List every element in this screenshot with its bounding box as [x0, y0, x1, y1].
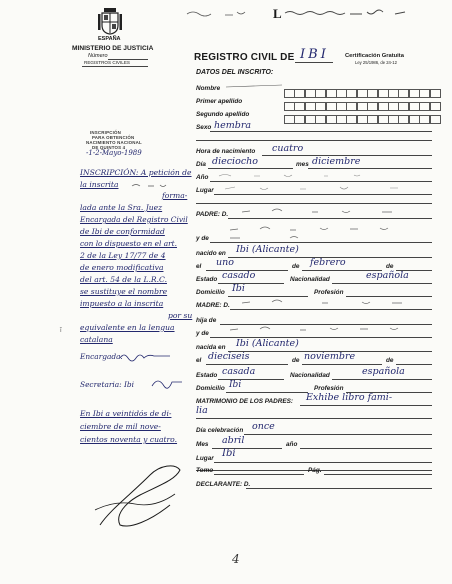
label-pag: Pág.: [308, 467, 322, 474]
label-dia-celebracion: Día celebración: [196, 427, 244, 434]
value-mes: diciembre: [312, 156, 361, 167]
coat-of-arms-icon: [95, 6, 125, 36]
label-padre-y-de: y de: [196, 235, 209, 242]
registry-place: IBI: [300, 47, 329, 62]
label-padre-de-2: de: [386, 263, 394, 270]
margin-note-18: En Ibi a veintidós de di-: [80, 409, 172, 418]
label-madre-de-1: de: [292, 357, 300, 364]
madre-parents-redacted: [210, 322, 430, 336]
margin-note-15: catalana: [80, 335, 113, 344]
label-madre-profesion: Profesión: [314, 385, 344, 392]
encargada-signature: [118, 350, 178, 362]
value-lugar-matrimonio: Ibi: [222, 448, 236, 459]
margin-faint-handwriting: [130, 180, 190, 190]
value-madre-nacida-en: Ibi (Alicante): [236, 338, 299, 349]
label-madre: MADRE: D.: [196, 302, 230, 309]
label-mes-matrimonio: Mes: [196, 441, 209, 448]
segundo-apellido-boxes: [284, 111, 440, 129]
value-padre-estado: casado: [222, 270, 256, 281]
value-madre-el: dieciseis: [208, 351, 250, 362]
nombre-redacted: [224, 81, 284, 91]
value-padre-el: uno: [216, 257, 234, 268]
stamp-line-2: PARA OBTENCIÓN: [92, 135, 135, 140]
label-madre-nacionalidad: Nacionalidad: [290, 372, 330, 379]
registries-label: REGISTROS CIVILES: [84, 60, 130, 65]
country-label: ESPAÑA: [98, 36, 121, 42]
label-padre-domicilio: Domicilio: [196, 289, 225, 296]
margin-note-4: lada ante la Sra. Juez: [80, 203, 163, 212]
label-mes: mes: [296, 161, 309, 168]
margin-marker: ĩ: [60, 328, 62, 334]
label-lugar: Lugar: [196, 187, 214, 194]
margin-note-13: por su: [168, 311, 193, 320]
madre-redacted: [232, 296, 432, 308]
value-dia: dieciocho: [212, 156, 258, 167]
ministry-label: MINISTERIO DE JUSTICIA: [72, 45, 154, 52]
margin-note-11: se sustituye el nombre: [80, 287, 168, 296]
label-tomo: Tomo: [196, 467, 214, 474]
margin-note-8: 2 de la Ley 17/77 de 4: [80, 251, 166, 260]
label-nombre: Nombre: [196, 85, 221, 92]
number-label: Número: [88, 53, 108, 59]
label-padre-de-1: de: [292, 263, 300, 270]
label-padre-profesion: Profesión: [314, 289, 344, 296]
stamp-line-4: DE QUINTOS 4: [92, 145, 126, 150]
label-hora: Hora de nacimiento: [196, 148, 256, 155]
margin-note-9: de enero modificativa: [80, 263, 164, 272]
margin-note-14: equivalente en la lengua: [80, 323, 175, 332]
label-madre-estado: Estado: [196, 372, 218, 379]
margin-note-1: INSCRIPCIÓN: A petición de: [80, 168, 192, 177]
ano-faint-handwriting: [214, 170, 414, 180]
margin-note-3: forma-: [162, 191, 188, 200]
label-sexo: Sexo: [196, 124, 212, 131]
free-certificate-label: Certificación Gratuita: [345, 53, 404, 59]
form-title: REGISTRO CIVIL DE: [194, 52, 295, 63]
value-padre-nacido-en: Ibi (Alicante): [236, 244, 299, 255]
lugar-faint-handwriting: [220, 182, 420, 194]
label-matrimonio: MATRIMONIO DE LOS PADRES:: [196, 398, 294, 405]
secretaria-signature: [150, 376, 186, 390]
value-madre-domicilio: Ibi: [229, 380, 242, 390]
law-reference: Ley 25/1986, de 24-12: [355, 60, 397, 65]
judge-signature: [80, 455, 190, 535]
top-faint-handwriting: [185, 6, 425, 20]
label-madre-y-de: y de: [196, 330, 209, 337]
value-dia-celebracion: once: [252, 421, 275, 432]
margin-note-6: de Ibi de conformidad: [80, 227, 165, 236]
stamp-date: -1-2-Mayo-1989: [86, 149, 142, 157]
value-mes-matrimonio: abril: [222, 435, 245, 446]
top-right-number: L: [273, 6, 282, 21]
margin-note-19: ciembre de mil nove-: [80, 422, 161, 431]
label-primer-apellido: Primer apellido: [196, 98, 243, 105]
label-padre-estado: Estado: [196, 276, 218, 283]
stamp-line-1: INSCRIPCIÓN: [90, 130, 121, 135]
label-ano-matrimonio: año: [286, 441, 298, 448]
label-madre-hija-de: hija de: [196, 317, 217, 324]
value-padre-domicilio: Ibi: [232, 283, 245, 294]
padre-redacted: [232, 205, 432, 217]
label-padre-nacionalidad: Nacionalidad: [290, 276, 330, 283]
margin-note-16: Encargada:: [80, 352, 123, 361]
margin-note-7: con lo dispuesto en el art.: [80, 239, 178, 248]
value-matrimonio-cont: lia: [196, 405, 208, 416]
label-padre: PADRE: D.: [196, 211, 229, 218]
label-madre-nacida-en: nacida en: [196, 344, 226, 351]
value-hora: cuatro: [272, 143, 304, 154]
label-segundo-apellido: Segundo apellido: [196, 111, 250, 118]
margin-note-10: del art. 54 de la L.R.C.: [80, 275, 167, 284]
margin-note-2: la inscrita: [80, 180, 119, 189]
label-madre-domicilio: Domicilio: [196, 385, 225, 392]
label-declarante: DECLARANTE: D.: [196, 481, 251, 488]
margin-note-12: impuesto a la inscrita: [80, 299, 164, 308]
label-lugar-matrimonio: Lugar: [196, 455, 214, 462]
padre-parents-redacted: [210, 222, 430, 242]
label-ano: Año: [196, 174, 209, 181]
value-padre-de: febrero: [310, 257, 346, 268]
section-inscrito: DATOS DEL INSCRITO:: [196, 69, 274, 76]
stamp-line-3: NACIMIENTO NACIONAL: [86, 140, 142, 145]
page-number: 4: [232, 552, 240, 566]
value-madre-de: noviembre: [304, 351, 356, 362]
margin-note-20: cientos noventa y cuatro.: [80, 435, 178, 444]
value-matrimonio: Exhibe libro fami-: [306, 392, 393, 403]
value-sexo: hembra: [214, 120, 252, 131]
label-madre-de-2: de: [386, 357, 394, 364]
value-madre-estado: casada: [222, 366, 256, 377]
label-madre-el: el: [196, 357, 202, 364]
label-padre-el: el: [196, 263, 202, 270]
value-padre-nacionalidad: española: [366, 270, 409, 281]
label-padre-nacido-en: nacido en: [196, 250, 226, 257]
value-madre-nacionalidad: española: [362, 366, 405, 377]
label-dia: Día: [196, 161, 206, 168]
margin-note-5: Encargada del Registro Civil: [80, 215, 188, 224]
margin-note-17: Secretaria: Ibi: [80, 380, 135, 389]
